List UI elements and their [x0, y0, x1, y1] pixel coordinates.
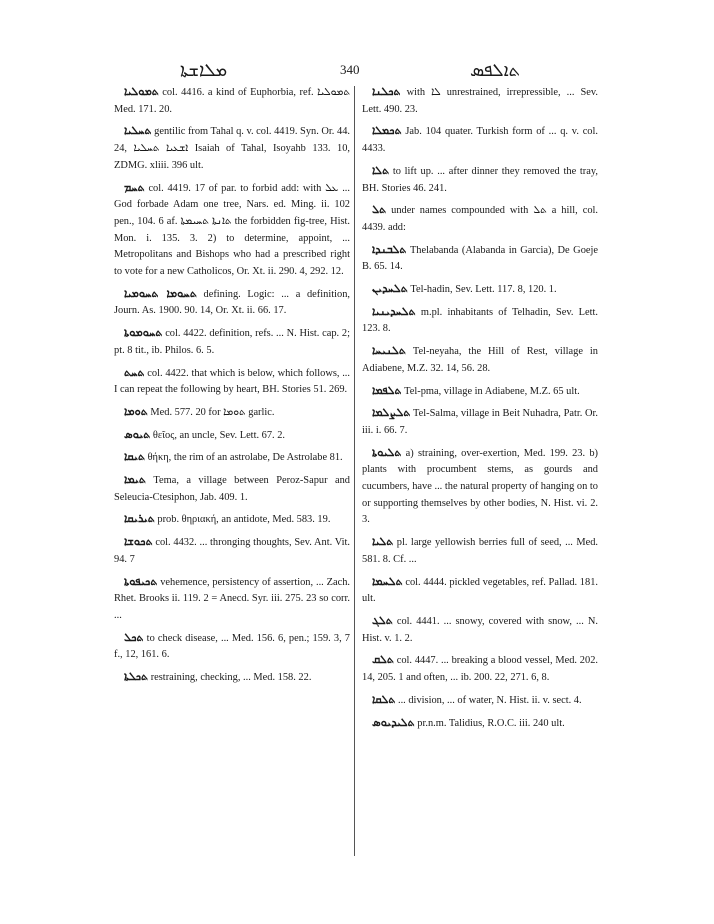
- dictionary-entry: [362, 445, 598, 530]
- dictionary-entry: [114, 180, 350, 281]
- entry-headword: ܬܝܩܐ: [124, 450, 145, 464]
- entry-definition: with ܠܐ unrestrained, irrepressible, ... Sev. Lett. 490. 23.: [362, 87, 598, 115]
- entry-headword: ܬܠܝܐ: [372, 535, 394, 549]
- entry-headword: ܬܟܘܫܐ: [124, 535, 153, 549]
- entry-headword: ܬܟܠܬܐ: [124, 670, 149, 684]
- dictionary-entry: [114, 404, 350, 422]
- running-head-right: ܬܐܠܦܣ: [470, 60, 521, 80]
- entry-headword: ܬܠܚܕܝܢܝܐ: [372, 304, 416, 318]
- running-head-left: ܡܠܐܫܬܐ: [180, 60, 228, 80]
- entry-headword: ܬܚܘܡܘܬܐ: [124, 326, 163, 340]
- entry-definition: to lift up. ... after dinner they removed the tray, BH. Stories 46. 241.: [362, 165, 598, 194]
- dictionary-entry: [362, 123, 598, 157]
- entry-definition: m.pl. inhabitants of Telhadin, Sev. Lett. 123. 8.: [362, 306, 598, 335]
- entry-headword: ܬܠܚܕܝܢ: [372, 282, 408, 296]
- entry-definition: θήκη, the rim of an astrolabe, De Astrolabe 81.: [144, 452, 343, 464]
- entry-definition: θεῖος, an uncle, Sev. Lett. 67. 2.: [150, 429, 286, 441]
- entry-definition: col. 4441. ... snowy, covered with snow, ... N. Hist. v. 1. 2.: [362, 615, 598, 644]
- entry-headword: ܬܠܚܡܐ: [372, 574, 403, 588]
- entry-definition: restraining, checking, ... Med. 158. 22.: [148, 672, 312, 684]
- entry-definition: pl. large yellowish berries full of seed, ... Med. 581. 8. Cf. ...: [362, 537, 598, 565]
- dictionary-entry: [114, 123, 350, 174]
- entry-definition: col. 4432. ... thronging thoughts, Sev. Ant. Vit. 94. 7: [114, 537, 350, 565]
- entry-definition: col. 4419. 17 of par. to forbid add: with ܥܠ ... God forbade Adam one tree, Nars. ed. Ming. ii. 102 pen., 104. 6 af. ܬܐܢܬܐ ܬܚܝܡܬܐ the forbidden fig-tree, Hist. Mon. i. 135. 3. 2) to determine, appoint, ... Metropolitans and Bishops who had a prescribed right to vote for a new Catholicos, Or. Xt. ii. 290. 4, 292. 12.: [114, 182, 350, 278]
- dictionary-entry: [114, 511, 350, 529]
- dictionary-entry: [114, 534, 350, 568]
- entry-headword: ܬܠܝܕܝܘܣ: [372, 715, 415, 729]
- entry-definition: ... division, ... of water, N. Hist. ii. v. sect. 4.: [395, 694, 582, 706]
- dictionary-entry: [362, 343, 598, 377]
- entry-definition: col. 4416. a kind of Euphorbia, ref. ܬܡܘܠܝܐ Med. 171. 20.: [114, 87, 350, 115]
- entry-headword: ܬܟܠ: [124, 630, 144, 644]
- entry-definition: gentilic from Tahal q. v. col. 4419. Syn. Or. 44. 24, ܐܫܥܝܐ ܬܚܠܝܐ Isaiah of Tahal, Isoyahb 133. 10, ZDMG. xliii. 396 ult.: [114, 126, 350, 171]
- entry-definition: Thelabanda (Alabanda in Garcia), De Goeje B. 65. 14.: [362, 244, 598, 273]
- entry-definition: a) straining, over-exertion, Med. 199. 23. b) plants with procumbent stems, as gourds and cucumbers, have ... the natural property of hanging on to or supporting themselves by other bodies, N. Hist. vi. 2. 3.: [362, 447, 598, 526]
- entry-headword: ܬܝܘܣ: [124, 427, 151, 441]
- page-header: [0, 60, 714, 84]
- dictionary-entry: [114, 574, 350, 625]
- dictionary-entry: [114, 325, 350, 359]
- entry-headword: ܬܠܐ: [372, 163, 390, 177]
- entry-definition: col. 4444. pickled vegetables, ref. Pallad. 181. ult.: [362, 576, 598, 605]
- entry-headword: ܬܠܓ: [372, 613, 393, 627]
- entry-definition: col. 4447. ... breaking a blood vessel, Med. 202. 14, 205. 1 and often, ... ib. 200. 22, 271. 6, 8.: [362, 655, 598, 684]
- entry-definition: Tel-pma, village in Adiabene, M.Z. 65 ult.: [401, 385, 580, 397]
- dictionary-entry: [362, 84, 598, 118]
- dictionary-entry: [362, 613, 598, 647]
- entry-headword: ܬܘܡܐ: [124, 404, 148, 418]
- entry-definition: col. 4422. that which is below, which follows, ... I can repeat the following by heart, BH. Stories 51. 269.: [114, 367, 350, 396]
- entry-headword: ܬܠܝܘܬܐ: [372, 445, 402, 459]
- entry-headword: ܬܚܘܡܐ ܬܚܘܡܝܐ: [124, 286, 197, 300]
- left-column: [114, 84, 350, 692]
- dictionary-entry: [362, 692, 598, 710]
- entry-headword: ܬܠܩ: [372, 653, 394, 667]
- entry-definition: Tema, a village between Peroz-Sapur and Seleucia-Ctesiphon, Jab. 409. 1.: [114, 475, 350, 503]
- dictionary-entry: [362, 163, 598, 197]
- entry-definition: col. 4422. definition, refs. ... N. Hist. cap. 2; pt. 8 tit., ib. Philos. 6. 5.: [114, 328, 350, 356]
- dictionary-entry: [114, 286, 350, 320]
- dictionary-entry: [362, 304, 598, 338]
- dictionary-entry: [114, 449, 350, 467]
- column-divider: [354, 86, 355, 856]
- dictionary-entry: [114, 669, 350, 687]
- entry-headword: ܬܠܦܡܐ: [372, 383, 402, 397]
- entry-headword: ܬܠܒܢܕܐ: [372, 242, 407, 256]
- dictionary-entry: [114, 365, 350, 399]
- entry-definition: Jab. 104 quater. Turkish form of ... q. v. col. 4433.: [362, 126, 598, 155]
- dictionary-entry: [362, 534, 598, 568]
- entry-definition: Tel-neyaha, the Hill of Rest, village in Adiabene, M.Z. 32. 14, 56. 28.: [362, 346, 598, 374]
- entry-headword: ܬܟܡܠܐ: [372, 124, 402, 138]
- dictionary-entry: [362, 383, 598, 401]
- entry-headword: ܬܚܠܝܐ: [124, 124, 152, 138]
- dictionary-entry: [114, 84, 350, 118]
- entry-headword: ܬܟܝܦܘܬܐ: [124, 574, 158, 588]
- dictionary-entry: [114, 630, 350, 664]
- entry-headword: ܬܡܘܠܝܐ: [124, 85, 159, 98]
- entry-headword: ܬܝܡܐ: [124, 473, 146, 487]
- entry-definition: to check disease, ... Med. 156. 6, pen.; 159. 3, 7 f., 12, 161. 6.: [114, 632, 350, 661]
- entry-definition: Tel-hadin, Sev. Lett. 117. 8, 120. 1.: [407, 284, 557, 296]
- entry-headword: ܬܟܠܢܐ: [372, 85, 401, 98]
- dictionary-entry: [362, 574, 598, 608]
- entry-headword: ܬܠ: [372, 203, 387, 217]
- dictionary-entry: [362, 281, 598, 299]
- entry-definition: prob. θηριακή, an antidote, Med. 583. 19.: [154, 514, 331, 526]
- entry-headword: ܬܚܬ: [124, 365, 145, 379]
- entry-definition: Tel-Salma, village in Beit Nuhadra, Patr. Or. iii. i. 66. 7.: [362, 408, 598, 436]
- dictionary-entry: [114, 427, 350, 445]
- entry-definition: under names compounded with ܬܠ a hill, col. 4439. add:: [362, 205, 599, 233]
- dictionary-entry: [362, 405, 598, 439]
- entry-definition: pr.n.m. Talidius, R.O.C. iii. 240 ult.: [414, 717, 565, 729]
- dictionary-entry: [114, 472, 350, 506]
- page-number: 340: [340, 62, 360, 77]
- dictionary-entry: [362, 715, 598, 733]
- entry-headword: ܬܚܡ: [124, 180, 145, 194]
- entry-headword: ܬܠܢܝܚܐ: [372, 344, 406, 358]
- right-column: [362, 84, 598, 737]
- entry-headword: ܬܝܪܝܩܐ: [124, 512, 155, 526]
- entry-definition: vehemence, persistency of assertion, ... Zach. Rhet. Brooks ii. 119. 2 = Anecd. Syr. iii. 275. 23 so corr. ...: [114, 576, 350, 621]
- entry-headword: ܬܠܨܠܡܐ: [372, 406, 411, 420]
- entry-headword: ܬܠܩܐ: [372, 692, 396, 706]
- dictionary-entry: [362, 202, 598, 236]
- entry-definition: Med. 577. 20 for ܬܘܡܐ garlic.: [147, 406, 275, 418]
- dictionary-entry: [362, 652, 598, 686]
- dictionary-entry: [362, 242, 598, 276]
- entry-definition: defining. Logic: ... a definition, Journ. As. 1900. 90. 14, Or. Xt. ii. 66. 17.: [114, 288, 350, 317]
